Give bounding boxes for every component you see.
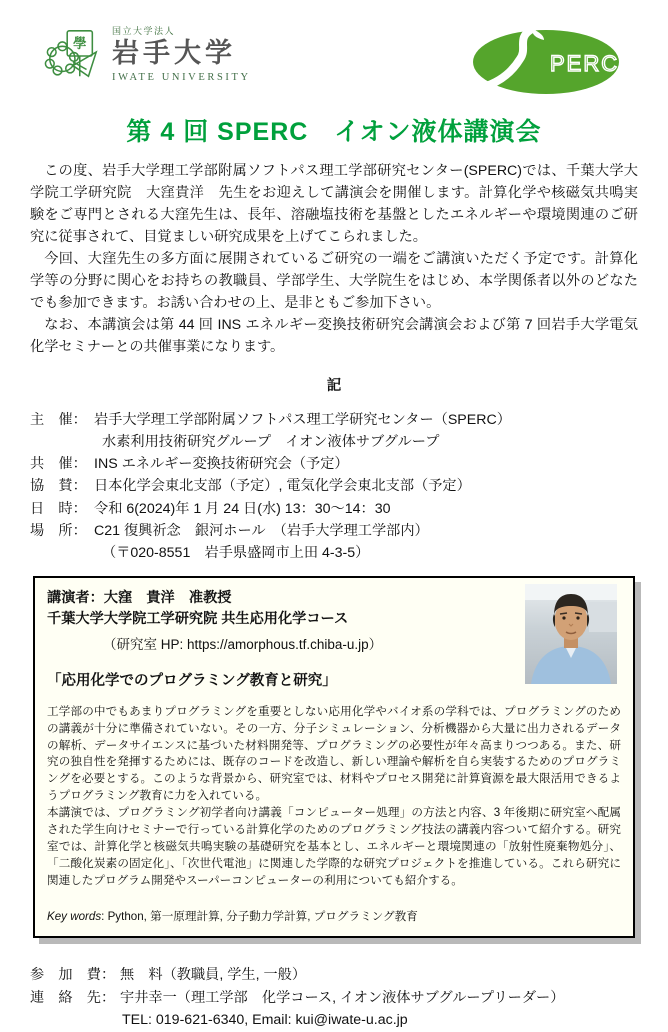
contact-row <box>30 987 638 1010</box>
fee-label: 参 加 費： <box>30 966 116 983</box>
intro-section <box>30 160 638 358</box>
speaker-photo <box>525 584 617 684</box>
datetime-row <box>30 498 638 520</box>
intro-paragraph-3: なお、本講演会は第 44 回 INS エネルギー変換技術研究会講演会および第 7 回岩手大学電気化学セミナーとの共催事業になります。 <box>30 317 638 355</box>
page-title: 第 4 回 SPERC イオン液体講演会 <box>126 118 542 146</box>
sperc-logo <box>470 26 622 96</box>
contact-tel-email: TEL: 019-621-6340, Email: kui@iwate-u.ac.jp <box>122 1012 408 1029</box>
fee-value: 無 料（教職員, 学生, 一般） <box>120 966 307 983</box>
co-organizer-value: INS エネルギー変換技術研究会（予定） <box>94 456 349 473</box>
abstract-paragraph-1: 工学部の中でもあまりプログラミングを重要としない応用化学やバイオ系の学科では、プログラミングのための講義が十分に準備されていない。その一方、分子シミュレーション、分析機器から大量に出力されるデータの解析、データサイエンスに基づいた材料開発等、プログラミングの必要性が年々高まりつつある。また、研究の独自性を発揮するためには、既存のコードを改造し、新しい理論や解析を自ら実装するためのプログラミングを必要とする。このような背景から、研究室では、材料やプロセス開発に計算資源を最大限活用できるようプログラミング教育に力を入れている。 <box>47 704 621 803</box>
organizer-label: 主 催： <box>30 412 87 428</box>
organizer-value-line2: 水素利用技術研究グループ イオン液体サブグループ <box>102 434 440 451</box>
venue-value: C21 復興祈念 銀河ホール （岩手大学理工学部内） <box>94 522 429 539</box>
venue-row <box>30 520 638 542</box>
sperc-logo-text: PERC <box>550 51 620 76</box>
iwate-university-logo <box>44 26 251 84</box>
datetime-value: 令和 6(2024)年 1 月 24 日(水) 13：30～14：30 <box>94 500 391 517</box>
organizer-row <box>30 409 638 431</box>
university-corporation-label: 国立大学法人 <box>112 25 176 36</box>
datetime-label: 日 時： <box>30 500 87 517</box>
co-organizer-row <box>30 453 638 475</box>
co-organizer-label: 共 催： <box>30 456 87 473</box>
sponsor-row <box>30 475 638 497</box>
contact-value: 宇井幸一（理工学部 化学コース, イオン液体サブグループリーダー） <box>120 989 565 1006</box>
university-name-en: IWATE UNIVERSITY <box>112 71 251 83</box>
university-name: 岩手大学 <box>112 37 236 68</box>
lab-homepage-line: （研究室 HP: https://amorphous.tf.chiba-u.jp） <box>103 636 383 652</box>
intro-paragraph-2: 今回、大窪先生の多方面に展開されているご研究の一端をご講演いただく予定です。計算化学等の分野に関心をお持ちの教職員、学部学生、大学院生をはじめ、本学関係者以外のどなたでも参加できます。お誘い合わせの上、是非ともご参加下さい。 <box>30 251 638 311</box>
venue-address: （〒020-8551 岩手県盛岡市上田 4-3-5） <box>102 544 370 561</box>
speaker-box <box>33 576 635 938</box>
abstract-paragraph-2: 本講演では、プログラミング初学者向け講義「コンピューター処理」の方法と内容、3 年後期に研究室へ配属された学生向けセミナーで行っている計算化学のためのプログラミング技法の講義内容ついて紹介する。研究室では、計算化学と核磁気共鳴実験の基礎研究を基本とし、エネルギーと環境関連の「放射性廃棄物処分」、「二酸化炭素の固定化」、「次世代電池」に関連した学際的な研究プロジェクトを推進している。これら研究に関連したプログラム開発やスーパーコンピューターの利用についても紹介する。 <box>47 806 621 887</box>
fee-row <box>30 964 638 987</box>
iwate-logo-text <box>112 27 251 83</box>
intro-paragraph-1: この度、岩手大学理工学部附属ソフトパス理工学部研究センター(SPERC)では、千葉大学大学院工学研究院 大窪貴洋 先生をお迎えして講演会を開催します。計算化学や核磁気共鳴実験をご専門とされる大窪先生は、長年、溶融塩技術を基盤としたエネルギーや環境関連のご研究に従事されて、目覚ましい研究成果を上げてこられました。 <box>30 163 638 245</box>
contact-label: 連 絡 先： <box>30 989 116 1006</box>
keywords-label: Key words <box>47 909 102 923</box>
venue-label: 場 所： <box>30 522 87 539</box>
event-details <box>30 409 638 564</box>
organizer-value: 岩手大学理工学部附属ソフトパス理工学研究センター（SPERC） <box>94 412 511 428</box>
sponsor-label: 協 賛： <box>30 478 87 495</box>
keywords-line <box>47 908 621 924</box>
svg-text:學: 學 <box>73 36 87 52</box>
footer-section <box>30 964 638 1032</box>
speaker-affiliation-line: 千葉大学大学院工学研究院 共生応用化学コース <box>47 611 349 628</box>
ki-heading: 記 <box>326 378 342 394</box>
sponsor-value: 日本化学会東北支部（予定）, 電気化学会東北支部（予定） <box>94 478 471 495</box>
keywords-value: : Python, 第一原理計算, 分子動力学計算, プログラミング教育 <box>101 909 418 923</box>
iwate-emblem-icon <box>44 26 102 84</box>
abstract <box>47 704 621 890</box>
speaker-name-line: 講演者：大窪 貴洋 准教授 <box>47 590 232 607</box>
talk-title: 「応用化学でのプログラミング教育と研究」 <box>47 672 337 689</box>
header <box>0 0 668 96</box>
